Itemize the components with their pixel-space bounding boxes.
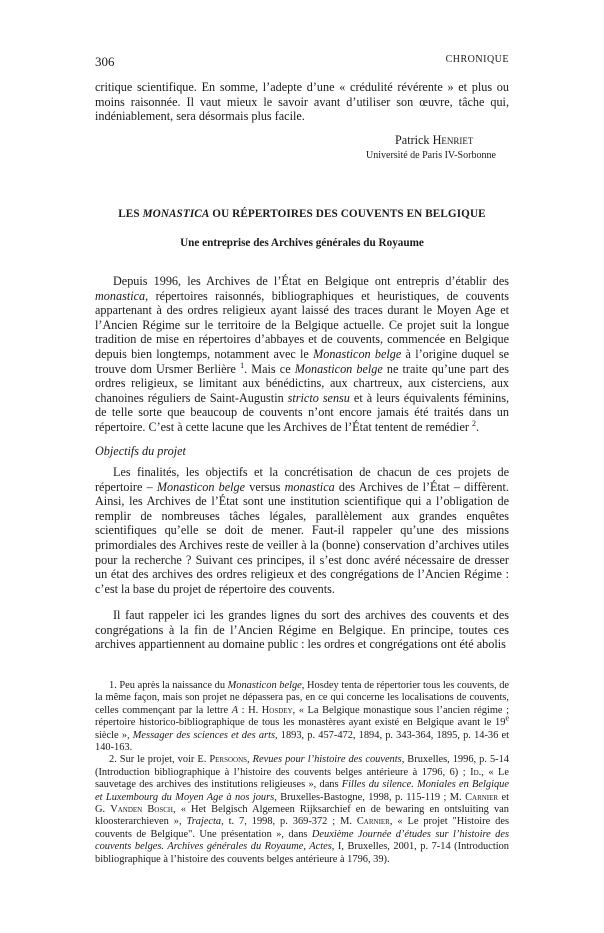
body-paragraph-2: Les finalités, les objectifs et la concrétisation de chacun de ces projets de répertoire – Monasticon belge versus monastica des Archives de l’État – diffèrent. Ainsi, les Archives de l’État sont une institution scientifique qui a l’obligation de remplir de nombreuses tâches légales, parallèlement aux grandes enquêtes scientifiques qu’elle se doit de mener. Faut-il rappeler qu’une des missions primordiales des Archives reste de veiller à la (bonne) conservation d’archives utiles pour la recherche ? Suivant ces principes, il s’est donc avéré nécessaire de dresser un état des archives des ordres religieux et des congrégations de l’Ancien Régime : c’est la base du projet de répertoire des couvents. — [95, 465, 509, 596]
running-head: CHRONIQUE — [445, 54, 509, 65]
footnote-1: 1. Peu après la naissance du Monasticon belge, Hosdey tenta de répertorier tous les couvents, de la même façon, mais son projet ne dépassera pas, en ce qui concerne les localisations de couvents, celles commençant par la lettre A : H. Hosdey, « La Belgique monastique sous l’ancien régime ; répertoire historico-bibliographique de tous les monastères ayant existé en Belgique avant le 19e siècle », Messager des sciences et des arts, 1893, p. 457-472, 1894, p. 343-364, 1895, p. 14-36 et 140-163. — [95, 680, 509, 754]
body-paragraph-3: Il faut rappeler ici les grandes lignes du sort des archives des couvents et des congrégations à la fin de l’Ancien Régime en Belgique. En principe, toutes ces archives appartiennent au domaine public : les ordres et congrégations ont été abolis — [95, 608, 509, 652]
footnote-ref-1[interactable]: 1 — [240, 360, 245, 370]
intro-paragraph — [95, 80, 509, 124]
article-title: LES MONASTICA OU RÉPERTOIRES DES COUVENTS EN BELGIQUE — [118, 208, 486, 220]
page-header — [95, 54, 509, 70]
intro-text: critique scientifique. En somme, l’adepte d’une « crédulité révérente » et plus ou moins raisonnée. Il vaut mieux le savoir avant d’utiliser son œuvre, tâche qui, indéniablement, sera désormais plus facile. — [95, 80, 509, 124]
author-name: Patrick Henriet — [395, 133, 474, 147]
footnotes — [95, 680, 509, 866]
author-affiliation: Université de Paris IV-Sorbonne — [366, 150, 496, 161]
body-paragraph-1: Depuis 1996, les Archives de l’État en Belgique ont entrepris d’établir des monastica, répertoires raisonnés, bibliographiques et heuristiques, de couvents appartenant à des ordres religieux ayant laissé des traces durant le Moyen Age et l’Ancien Régime sur le territoire de la Belgique actuelle. Ce projet suit la longue tradition de mise en répertoires d’abbayes et de couvents, commencée en Belgique depuis bien longtemps, notamment avec le Monasticon belge à l’origine duquel se trouve dom Ursmer Berlière $^1$. Mais ce Monasticon belge ne traite qu’une part des ordres religieux, se limitant aux bénédictins, aux chartreux, aux cisterciens, aux chanoines réguliers de Saint-Augustin stricto sensu et à leurs équivalents féminins, de telle sorte que beaucoup de couvents n’ont encore jamais été traités dans un répertoire. C’est à cette lacune que les Archives de l’État tentent de remédier $^2$. — [95, 274, 510, 434]
title-italic: MONASTICA — [142, 208, 210, 220]
article-subtitle: Une entreprise des Archives générales du Royaume — [180, 237, 424, 249]
section-heading: Objectifs du projet — [95, 444, 186, 458]
footnote-2: 2. Sur le projet, voir E. Persoons, Revues pour l’histoire des couvents, Bruxelles, 1996, p. 5-14 (Introduction bibliographique à l’histoire des couvents belges antérieure à 1796, 6) ; Id., « Le sauvetage des archives des institutions religieuses », dans Filles du silence. Moniales en Belgique et Luxembourg du Moyen Age à nos jours, Bruxelles-Bastogne, 1998, p. 115-119 ; M. Carnier et G. Vanden Bosch, « Het Belgisch Algemeen Rijksarchief en de bewaring en ontsluiting van kloosterarchieven », Trajecta, t. 7, 1998, p. 369-372 ; M. Carnier, « Le projet "Histoire des couvents de Belgique". Une présentation », dans Deuxième Journée d’études sur l’histoire des couvents belges. Archives générales du Royaume, Actes, I, Bruxelles, 2001, p. 7-14 (Introduction bibliographique à l’histoire des couvents belges antérieure à 1796, 39). — [95, 754, 509, 865]
author-surname: Henriet — [432, 133, 474, 147]
footnote-ref-2[interactable]: 2 — [471, 418, 476, 428]
page-number: 306 — [95, 54, 115, 69]
